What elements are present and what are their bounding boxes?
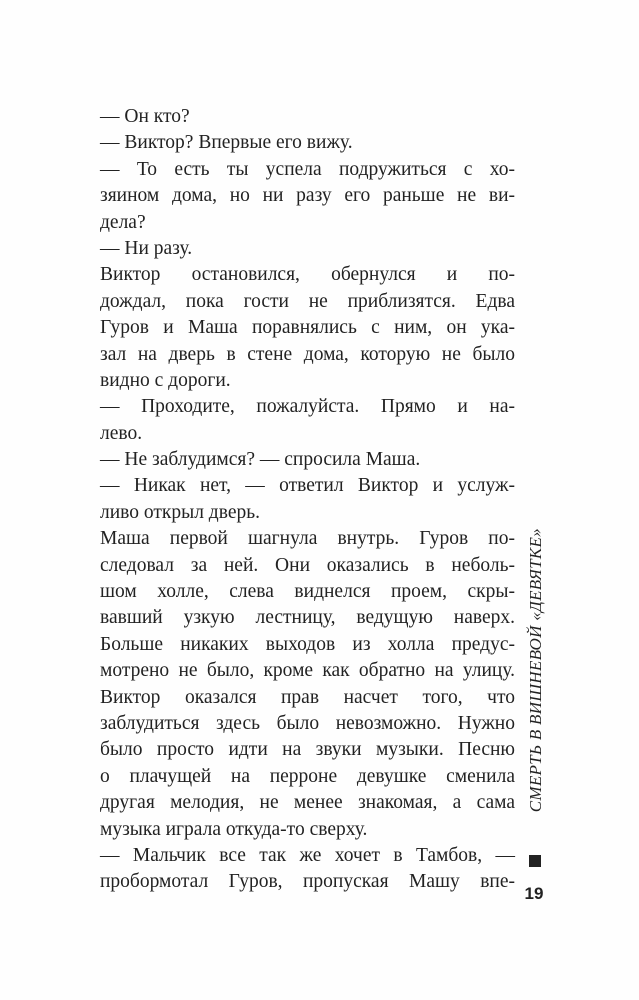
running-title: СМЕРТЬ В ВИШНЕВОЙ «ДЕВЯТКЕ» xyxy=(526,528,545,813)
text-line: шом холле, слева виднелся проем, скры- xyxy=(100,581,515,603)
text-line: другая мелодия, не менее знакомая, а сама xyxy=(100,792,515,814)
text-line: — Ни разу. xyxy=(100,237,193,259)
text-line: музыка играла откуда-то сверху. xyxy=(100,818,368,840)
text-line: Виктор оказался прав насчет того, что xyxy=(100,686,515,708)
body-text xyxy=(100,104,515,896)
text-line: — Никак нет, — ответил Виктор и услуж- xyxy=(100,475,515,497)
text-line: — То есть ты успела подружиться с хо- xyxy=(100,158,515,180)
text-line: — Виктор? Впервые его вижу. xyxy=(100,132,353,154)
text-line: ливо открыл дверь. xyxy=(100,501,260,523)
text-line: было просто идти на звуки музыки. Песню xyxy=(100,739,515,761)
text-line: вавший узкую лестницу, ведущую наверх. xyxy=(100,607,515,629)
square-marker-icon xyxy=(529,855,541,867)
page-number: 19 xyxy=(524,884,544,903)
text-line: — Проходите, пожалуйста. Прямо и на- xyxy=(100,396,515,418)
text-line: зяином дома, но ни разу его раньше не ви- xyxy=(100,185,515,207)
text-line: Больше никаких выходов из холла предус- xyxy=(100,633,515,655)
text-line: видно с дороги. xyxy=(100,369,231,391)
text-line: следовал за ней. Они оказались в неболь- xyxy=(100,554,515,576)
running-title-block xyxy=(522,525,548,870)
text-line: дождал, пока гости не приблизятся. Едва xyxy=(100,290,515,312)
text-line: зал на дверь в стене дома, которую не было xyxy=(100,343,515,365)
text-line: — Он кто? xyxy=(100,106,190,127)
text-line: дела? xyxy=(100,211,146,233)
text-line: лево. xyxy=(100,422,143,444)
text-line: — Не заблудимся? — спросила Маша. xyxy=(100,449,421,471)
text-line: Виктор остановился, обернулся и по- xyxy=(100,264,515,286)
text-line: — Мальчик все так же хочет в Тамбов, — xyxy=(100,844,515,866)
text-line: заблудиться здесь было невозможно. Нужно xyxy=(100,712,515,734)
text-line: Гуров и Маша поравнялись с ним, он ука- xyxy=(100,317,515,339)
text-line: о плачущей на перроне девушке сменила xyxy=(100,765,515,787)
text-line: Маша первой шагнула внутрь. Гуров по- xyxy=(100,528,515,550)
text-line: пробормотал Гуров, пропуская Машу впе- xyxy=(100,871,515,893)
text-line: мотрено не было, кроме как обратно на улицу. xyxy=(100,660,515,682)
